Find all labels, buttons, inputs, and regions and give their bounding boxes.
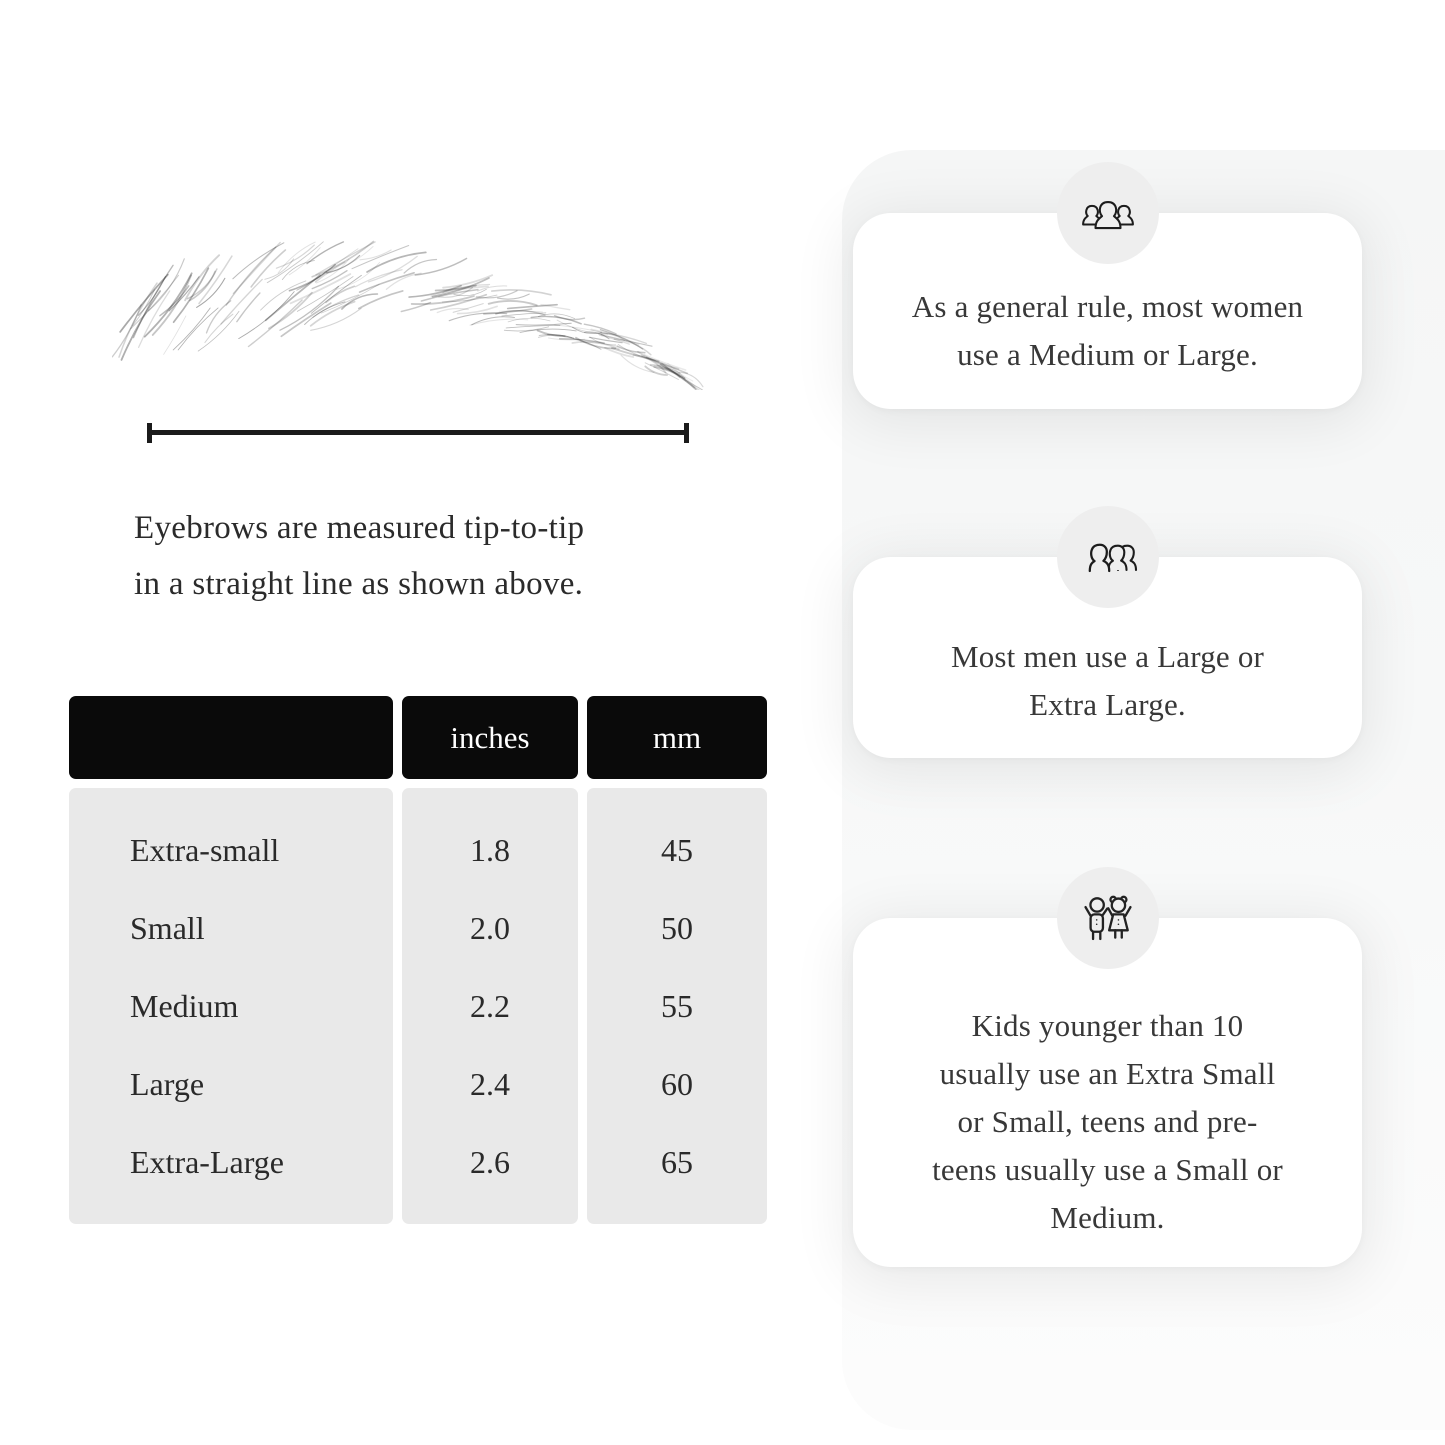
table-row-inches: 2.4 xyxy=(470,1066,510,1102)
table-row-inches: 2.6 xyxy=(470,1144,510,1180)
info-card-women xyxy=(853,213,1362,409)
header-cell-inches: inches xyxy=(402,696,578,779)
icon-circle xyxy=(1057,506,1159,608)
measurement-endcap-right xyxy=(684,423,689,443)
table-row-label: Small xyxy=(130,910,205,946)
table-row-label: Medium xyxy=(130,988,239,1024)
table-row-mm: 50 xyxy=(661,910,693,946)
eyebrow-illustration xyxy=(112,238,704,390)
size-table-label-column xyxy=(69,788,393,1224)
info-card-men xyxy=(853,557,1362,758)
table-row-mm: 65 xyxy=(661,1144,693,1180)
info-card-kids xyxy=(853,918,1362,1267)
table-row-label: Extra-Large xyxy=(130,1144,284,1180)
size-table-inches-column xyxy=(402,788,578,1224)
table-row-mm: 60 xyxy=(661,1066,693,1102)
table-row-inches: 2.2 xyxy=(470,988,510,1024)
kids-icon xyxy=(1079,891,1137,945)
icon-circle xyxy=(1057,867,1159,969)
table-row-inches: 2.0 xyxy=(470,910,510,946)
card-text-women: As a general rule, most women use a Medium or Large. xyxy=(911,289,1304,372)
caption-line-1: Eyebrows are measured tip-to-tip xyxy=(134,510,585,546)
table-row-inches: 1.8 xyxy=(470,832,510,868)
card-text-kids: Kids younger than 10 usually use an Extra Small or Small, teens and pre-teens usually use a Small or Medium. xyxy=(932,1007,1283,1235)
size-table xyxy=(69,696,767,1224)
table-row-label: Extra-small xyxy=(130,832,280,868)
table-row-mm: 55 xyxy=(661,988,693,1024)
header-cell-size xyxy=(69,696,393,779)
header-cell-mm: mm xyxy=(587,696,767,779)
table-row-label: Large xyxy=(130,1066,205,1102)
measurement-line xyxy=(147,423,689,443)
caption-line-2: in a straight line as shown above. xyxy=(134,566,584,602)
measurement-bar xyxy=(147,430,689,435)
table-row-mm: 45 xyxy=(661,832,693,868)
size-table-body xyxy=(69,788,767,1224)
women-group-icon xyxy=(1077,190,1139,236)
size-table-header xyxy=(69,696,767,779)
card-text-men: Most men use a Large or Extra Large. xyxy=(950,638,1265,722)
icon-circle xyxy=(1057,162,1159,264)
men-group-icon xyxy=(1078,533,1138,581)
figure-caption xyxy=(134,500,584,612)
size-table-mm-column xyxy=(587,788,767,1224)
